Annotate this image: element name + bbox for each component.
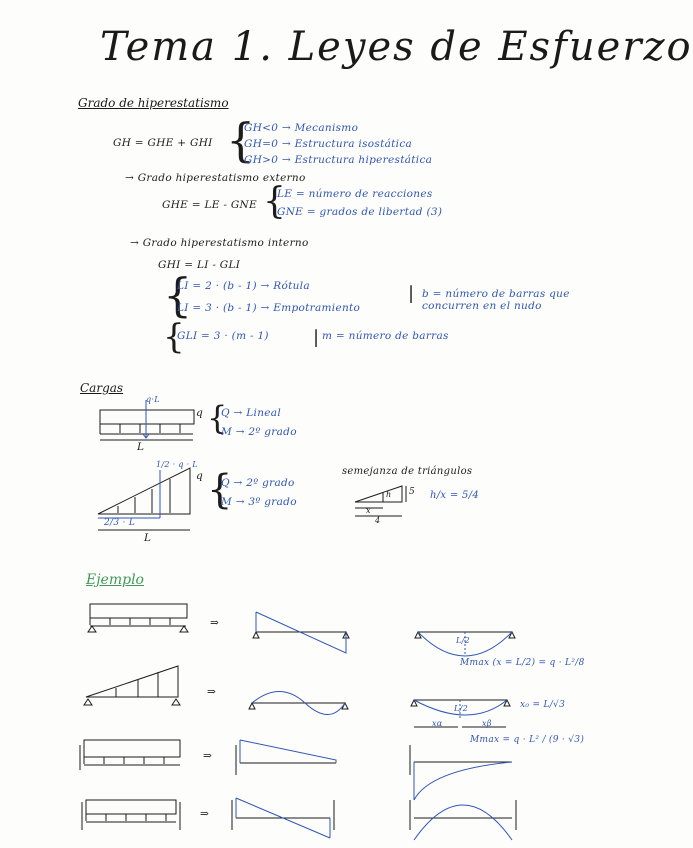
uniform-item-2: M → 2º grado [221, 426, 297, 438]
page-title: Tema 1. Leyes de Esfuerzo [100, 24, 693, 70]
uniform-item-1: Q → Lineal [221, 407, 282, 419]
example-row-4 [82, 798, 516, 840]
uniform-q: q [196, 407, 204, 419]
arrow-3: ⇒ [203, 750, 213, 762]
brace-gh: { [226, 113, 256, 167]
brace-uniform: { [207, 399, 228, 437]
b-definition-1: b = número de barras que [422, 288, 570, 300]
brace-ghe: { [263, 181, 286, 222]
arrow-4: ⇒ [200, 808, 210, 820]
similar-triangles-diagram [355, 486, 406, 516]
ghi-formula: GHI = LI - GLI [158, 259, 241, 271]
row2-l2: L/2 [454, 704, 468, 713]
divider-bar: | [408, 283, 415, 304]
semejanza-h: h [386, 490, 392, 499]
arrow-1: ⇒ [210, 617, 220, 629]
externo-heading: → Grado hiperestatismo externo [125, 172, 306, 184]
semejanza-side: 5 [409, 487, 416, 497]
uniform-load-diagram [100, 400, 194, 440]
triangular-span: L [144, 532, 152, 544]
ghe-item-2: GNE = grados de libertad (3) [277, 206, 443, 218]
row1-mmax: Mmax (x = L/2) = q · L²/8 [460, 658, 585, 668]
example-row-1 [88, 604, 515, 656]
triangular-item-2: M → 3º grado [221, 496, 297, 508]
arrow-2: ⇒ [207, 686, 217, 698]
example-row-2 [84, 666, 510, 727]
ghe-item-1: LE = número de reacciones [277, 188, 433, 200]
li-item-2: LI = 3 · (b - 1) → Empotramiento [177, 302, 361, 314]
li-item-1: LI = 2 · (b - 1) → Rótula [177, 280, 310, 292]
b-definition-2: concurren en el nudo [422, 300, 542, 312]
example-row-3 [80, 740, 512, 800]
divider-bar-2: | [313, 327, 320, 348]
brace-li: { [163, 268, 193, 322]
gh-case-2: GH=0 → Estructura isostática [244, 138, 413, 150]
row2-x0: x₀ = L/√3 [520, 700, 566, 710]
row2-xb: xβ [482, 719, 492, 728]
uniform-load-label: q·L [146, 395, 160, 404]
gh-case-1: GH<0 → Mecanismo [244, 122, 359, 134]
ghe-formula: GHE = LE - GNE [162, 199, 257, 211]
brace-gli: { [163, 317, 185, 357]
triangular-q: q [196, 470, 204, 482]
semejanza-x: x [366, 506, 371, 515]
triangular-centroid: 2/3 · L [104, 518, 136, 528]
gh-formula: GH = GHE + GHI [113, 137, 213, 149]
interno-heading: → Grado hiperestatismo interno [130, 237, 309, 249]
gh-case-3: GH>0 → Estructura hiperestática [244, 154, 433, 166]
gli-formula: GLI = 3 · (m - 1) [177, 330, 269, 342]
m-definition: m = número de barras [322, 330, 449, 342]
section-heading-ejemplo: Ejemplo [86, 572, 144, 588]
semejanza-ratio: h/x = 5/4 [430, 490, 479, 501]
triangular-item-1: Q → 2º grado [221, 477, 295, 489]
semejanza-heading: semejanza de triángulos [342, 466, 473, 477]
semejanza-base: 4 [375, 516, 381, 525]
section-heading-grado: Grado de hiperestatismo [78, 96, 229, 110]
brace-triangular: { [207, 467, 233, 513]
row2-xa: xα [432, 719, 443, 728]
row1-l2: L/2 [456, 636, 470, 645]
triangular-load-label: 1/2 · q · L [156, 460, 198, 469]
section-heading-cargas: Cargas [80, 381, 124, 395]
row2-mmax: Mmax = q · L² / (9 · √3) [470, 735, 585, 745]
uniform-span: L [137, 441, 145, 453]
